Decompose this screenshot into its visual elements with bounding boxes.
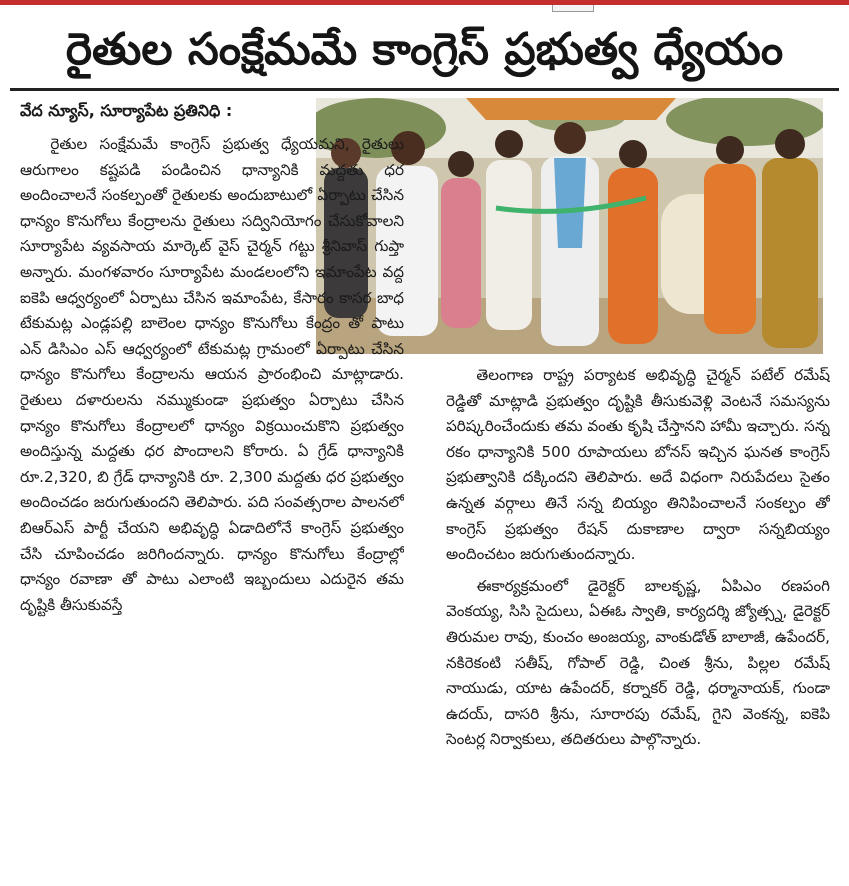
article-headline: రైతుల సంక్షేమమే కాంగ్రెస్ ప్రభుత్వ ధ్యేయం xyxy=(65,24,784,75)
page-tab-marker xyxy=(552,5,594,12)
masthead-accent-rule xyxy=(0,0,849,5)
headline-divider xyxy=(10,88,839,91)
article-column-right xyxy=(446,363,830,863)
article-paragraph: రైతుల సంక్షేమమే కాంగ్రెస్ ప్రభుత్వ ధ్యేయమని, రైతులు ఆరుగాలం కష్టపడి పండించిన ధాన్యానికి మద్దతు ధర అందించాలనే సంకల్పంతో రైతులకు అందుబాటులో ఏర్పాటు చేసిన ధాన్యం కొనుగోలు కేంద్రాలను రైతులు సద్వినియోగం చేసుకోవాలని సూర్యాపేట వ్యవసాయ మార్కెట్ వైస్ చైర్మన్ గట్టు శ్రీనివాస్ గుప్తా అన్నారు. మంగళవారం సూర్యాపేట మండలంలోని ఇమాంపేట వద్ద ఐకెపి ఆధ్వర్యంలో ఏర్పాటు చేసిన ఇమాంపేట, కేసారం కాసర బాధ టేకుమట్ల ఎండ్లపల్లి బాలెంల ధాన్యం కొనుగోలు కేంద్రం తో పాటు ఎన్ డిసిఎం ఎస్ ఆధ్వర్యంలో టేకుమట్ల గ్రామంలో ఏర్పాటు చేసిన ధాన్యం కొనుగోలు కేంద్రాలను ఆయన ప్రారంభించి మాట్లాడారు. రైతులు దళారులను నమ్ముకుండా ప్రభుత్వం ఏర్పాటు చేసిన ధాన్యం కొనుగోలు కేంద్రాలలో ధాన్యం విక్రయించుకొని ప్రభుత్వం అందిస్తున్న మద్దతు ధర పొందాలని కోరారు. ఏ గ్రేడ్ ధాన్యానికి రూ.2,320, బి గ్రేడ్ ధాన్యానికి రూ. 2,300 మద్దతు ధర ప్రభుత్వం అందించడం జరుగుతుందని తెలిపారు. పది సంవత్సరాల పాలనలో బిఆర్ఎస్ పార్టీ చేయని అభివృద్ధి ఏడాదిలోనే కాంగ్రెస్ ప్రభుత్వం చేసి చూపించడం జరిగిందన్నారు. ధాన్యం కొనుగోలు కేంద్రాల్లో ధాన్యం రవాణా తో పాటు ఎలాంటి ఇబ్బందులు ఎదురైన తమ దృష్టికి తీసుకువస్తే xyxy=(20,135,404,614)
article-paragraph: తెలంగాణ రాష్ట్ర పర్యాటక అభివృద్ధి చైర్మన్ పటేల్ రమేష్ రెడ్డితో మాట్లాడి ప్రభుత్వం దృష్టికి తీసుకువెళ్లి వెంటనే సమస్యను పరిష్కరించేందుకు తమ వంతు కృషి చేస్తానని హామీ ఇచ్చారు. సన్న రకం ధాన్యానికి 500 రూపాయలు బోనస్ ఇచ్చిన ఘనత కాంగ్రెస్ ప్రభుత్వానికి దక్కిందని తెలిపారు. అదే విధంగా నిరుపేదలు సైతం ఉన్నత వర్గాలు తినే సన్న బియ్యం తినిపించాలనే సంకల్పం తో కాంగ్రెస్ ప్రభుత్వం రేషన్ దుకాణాల ద్వారా సన్నబియ్యం అందించటం జరుగుతుందన్నారు. xyxy=(446,366,830,564)
article-column-left xyxy=(20,132,404,882)
article-paragraph: ఈకార్యక్రమంలో డైరెక్టర్ బాలకృష్ణ, ఏపిఎం రణపంగి వెంకయ్య, సిసి సైదులు, ఏఈఓ స్వాతి, కార్యదర్శి జ్యోత్స్న, డైరెక్టర్ తిరుమల రావు, కుంచం అంజయ్య, వాంకుడోత్ బాలాజీ, ఉపేందర్, నకిరెకంటి సతీష్, గోపాల్ రెడ్డి, చింత శ్రీను, పిల్లల రమేష్ నాయుడు, యాట ఉపేందర్, కర్నాకర్ రెడ్డి, ధర్మానాయక్, గుండా ఉదయ్, దాసరి శ్రీను, సూరారపు రమేష్, గైని వెంకన్న, ఐకెపి సెంటర్ల నిర్వాకులు, తదితరులు పాల్గొన్నారు. xyxy=(446,576,830,749)
article-byline: వేద న్యూస్, సూర్యాపేట ప్రతినిధి : xyxy=(20,101,233,120)
